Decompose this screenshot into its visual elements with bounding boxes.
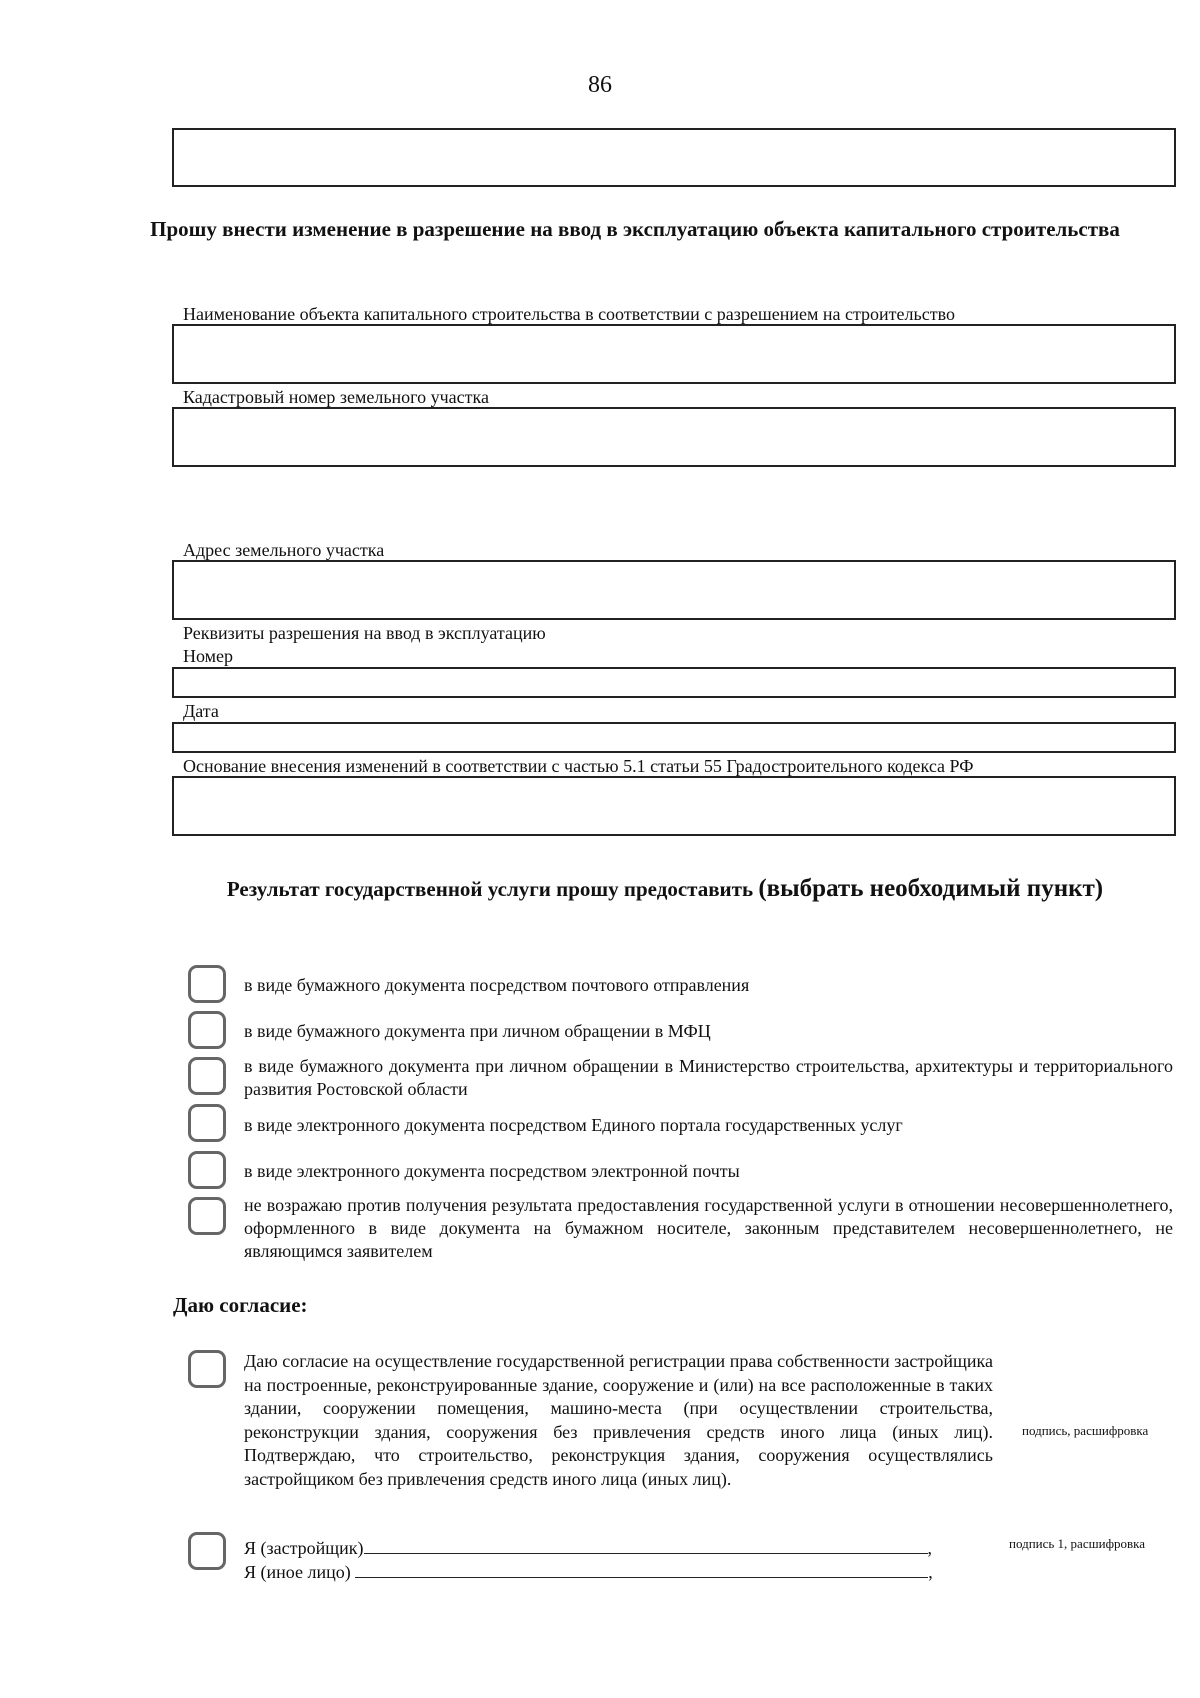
top-empty-field[interactable] xyxy=(172,128,1176,187)
permit-number-label: Номер xyxy=(183,646,234,666)
object-name-label: Наименование объекта капитального строительства в соответствии с разрешением на строительство xyxy=(183,304,955,324)
other-person-signature-line[interactable] xyxy=(355,1560,928,1578)
permit-date-field[interactable] xyxy=(172,722,1176,753)
option-checkbox-minor[interactable] xyxy=(188,1197,226,1235)
request-heading: Прошу внести изменение в разрешение на ввод в эксплуатацию объекта капитального строительства xyxy=(150,217,1120,241)
developer-comma: , xyxy=(927,1538,933,1558)
cadastral-number-label: Кадастровый номер земельного участка xyxy=(183,387,489,407)
result-heading-main: Результат государственной услуги прошу предоставить xyxy=(226,877,759,901)
option-text-postal: в виде бумажного документа посредством почтового отправления xyxy=(244,975,750,995)
other-person-label: Я (иное лицо) xyxy=(244,1562,356,1582)
consent-signature-note: подпись, расшифровка xyxy=(1022,1423,1149,1438)
other-person-comma: , xyxy=(928,1562,933,1582)
declaration-signature-note: подпись 1, расшифровка xyxy=(1009,1536,1146,1551)
option-checkbox-ministry[interactable] xyxy=(188,1057,226,1095)
option-checkbox-portal[interactable] xyxy=(188,1104,226,1142)
option-checkbox-email[interactable] xyxy=(188,1151,226,1189)
page-number: 86 xyxy=(588,72,612,98)
option-text-ministry: в виде бумажного документа при личном обращении в Министерство строительства, архитектуры и территориального развития Ростовской области xyxy=(244,1056,1173,1099)
address-label: Адрес земельного участка xyxy=(183,540,385,560)
consent-title: Даю согласие: xyxy=(173,1293,308,1317)
result-heading xyxy=(190,872,1140,906)
option-checkbox-mfc[interactable] xyxy=(188,1011,226,1049)
consent-checkbox[interactable] xyxy=(188,1350,226,1388)
permit-details-label: Реквизиты разрешения на ввод в эксплуатацию xyxy=(183,623,546,643)
object-name-field[interactable] xyxy=(172,324,1176,384)
change-basis-label: Основание внесения изменений в соответствии с частью 5.1 статьи 55 Градостроительного кодекса РФ xyxy=(183,756,974,776)
cadastral-number-field[interactable] xyxy=(172,407,1176,467)
consent-text: Даю согласие на осуществление государственной регистрации права собственности застройщика на построенные, реконструированные здание, сооружение и (или) на все расположенные в таких здании, сооружении помещения, машино-места (при осуществлении строительства, реконструкции здания, сооружения без привлечения средств иного лица (иных лиц). Подтверждаю, что строительство, реконструкция здания, сооружения осуществлялись застройщиком без привлечения средств иного лица (иных лиц). xyxy=(244,1351,993,1489)
option-text-mfc: в виде бумажного документа при личном обращении в МФЦ xyxy=(244,1021,711,1041)
address-field[interactable] xyxy=(172,560,1176,620)
permit-date-label: Дата xyxy=(183,701,219,721)
permit-number-field[interactable] xyxy=(172,667,1176,698)
option-text-minor: не возражаю против получения результата предоставления государственной услуги в отношении несовершеннолетнего, оформленного в виде документа на бумажном носителе, законным представителем несовершеннолетнего, не являющимся заявителем xyxy=(244,1195,1173,1261)
result-heading-paren: (выбрать необходимый пункт) xyxy=(758,875,1104,902)
option-text-email: в виде электронного документа посредством электронной почты xyxy=(244,1161,740,1181)
other-person-line xyxy=(244,1560,933,1584)
developer-line xyxy=(244,1536,932,1560)
developer-label: Я (застройщик) xyxy=(244,1538,364,1558)
change-basis-field[interactable] xyxy=(172,776,1176,836)
option-text-portal: в виде электронного документа посредством Единого портала государственных услуг xyxy=(244,1115,903,1135)
option-checkbox-postal[interactable] xyxy=(188,965,226,1003)
developer-signature-line[interactable] xyxy=(364,1536,928,1554)
declaration-checkbox[interactable] xyxy=(188,1532,226,1570)
